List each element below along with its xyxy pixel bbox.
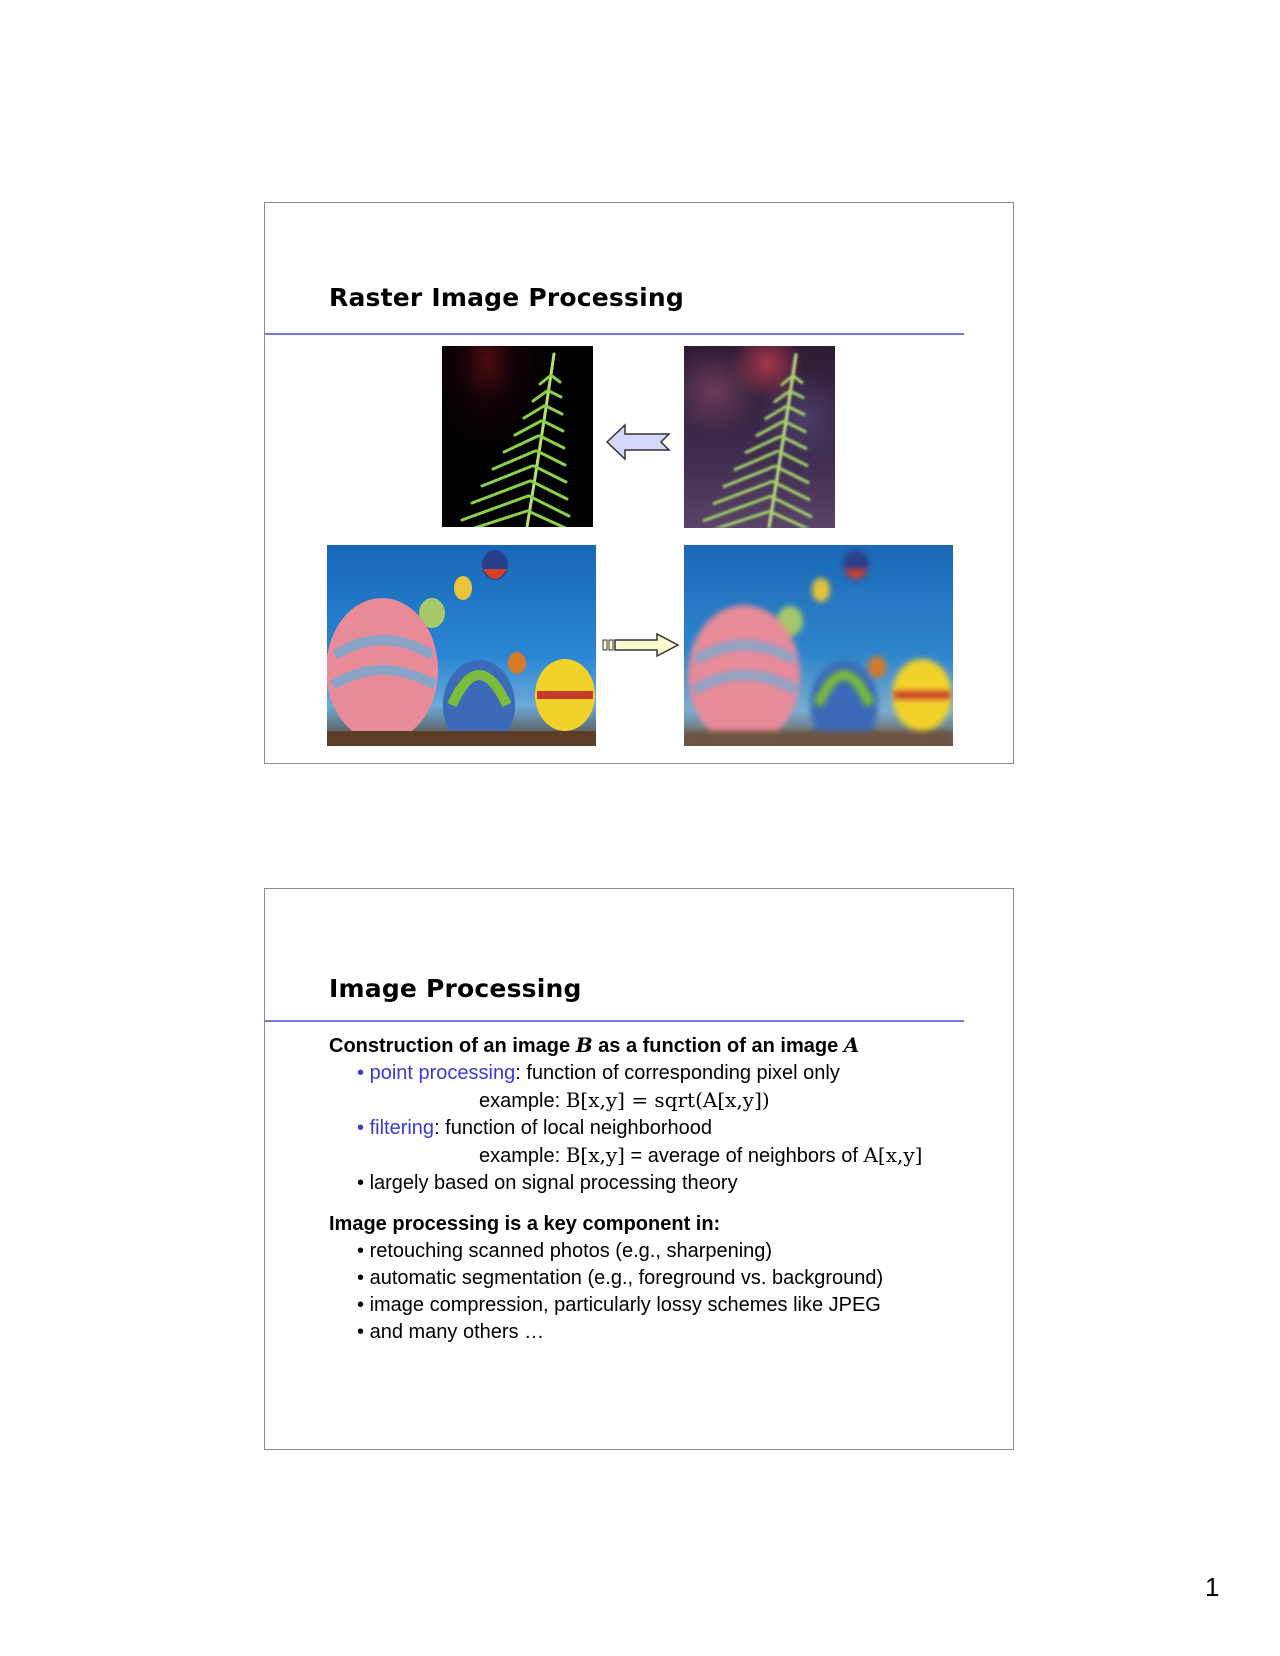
item-text: and many others … [369,1321,545,1343]
term-point-processing: point processing [369,1062,516,1084]
list-item-filtering [329,1115,922,1142]
slide-title: Raster Image Processing [329,283,684,312]
arrow-left-icon [605,423,671,461]
heading-text: Construction of an image [329,1035,576,1057]
example-label: example: [479,1145,566,1167]
list-item [329,1265,922,1292]
list-item [329,1238,922,1265]
bullet: • [357,1321,365,1343]
item-text: retouching scanned photos (e.g., sharpening) [369,1240,773,1262]
slide-body [329,1032,922,1346]
fern-graphic [442,346,593,527]
item-text: largely based on signal processing theory [369,1172,738,1194]
var-a: A [843,1033,860,1057]
bullet: • [357,1267,365,1289]
term-filtering: filtering [369,1117,435,1139]
title-rule [265,1020,964,1022]
slide-image-processing [264,888,1014,1450]
example-line [329,1142,922,1170]
bullet: • [357,1172,365,1194]
example-formula: B[x,y] [565,1143,625,1167]
heading-text: as a function of an image [592,1035,844,1057]
slide-raster-image-processing [264,202,1014,764]
section-heading-key-component: Image processing is a key component in: [329,1213,721,1235]
bullet: • [357,1117,365,1139]
item-text: image compression, particularly lossy schemes like JPEG [369,1294,881,1316]
section-heading-construction [329,1032,922,1060]
balloons-graphic [684,545,953,746]
example-formula: B[x,y] = sqrt(A[x,y]) [565,1088,770,1112]
list-item-signal-processing [329,1170,922,1197]
balloons-blurred-image [684,545,953,746]
example-line [329,1087,922,1115]
title-rule [265,333,964,335]
list-item-point-processing [329,1060,922,1087]
example-label: example: [479,1090,566,1112]
example-text: = average of neighbors of [624,1145,864,1167]
bullet: • [357,1240,365,1262]
balloons-graphic [327,545,596,746]
fern-blurred-image [684,346,835,528]
fern-graphic [684,346,835,528]
balloons-sharp-image [327,545,596,746]
bullet: • [357,1062,365,1084]
item-desc: : function of corresponding pixel only [515,1062,840,1084]
slide-title: Image Processing [329,974,582,1003]
example-formula: A[x,y] [863,1143,923,1167]
item-text: automatic segmentation (e.g., foreground vs. background) [369,1267,884,1289]
fern-sharp-image [442,346,593,527]
bullet: • [357,1294,365,1316]
item-desc: : function of local neighborhood [434,1117,713,1139]
list-item [329,1319,922,1346]
list-item [329,1292,922,1319]
arrow-right-icon [601,633,681,657]
var-b: B [575,1033,593,1057]
page-number: 1 [1205,1572,1220,1602]
